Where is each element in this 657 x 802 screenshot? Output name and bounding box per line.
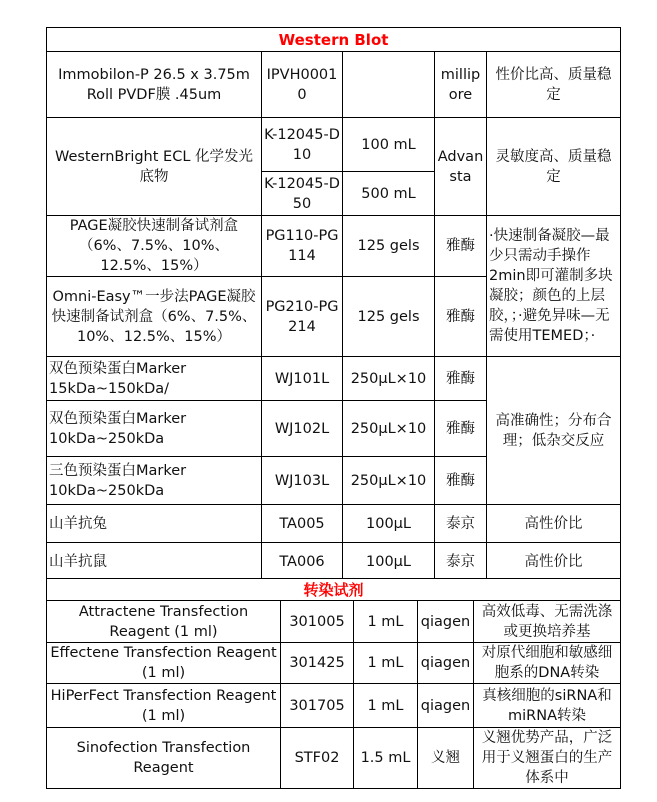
product-name: 山羊抗鼠 — [47, 543, 262, 581]
product-brand: qiagen — [418, 684, 474, 728]
section-title: Western Blot — [47, 28, 621, 52]
table-header-row — [47, 28, 621, 52]
product-feature: 对原代细胞和敏感细胞系的DNA转染 — [474, 643, 621, 684]
product-brand: qiagen — [418, 601, 474, 643]
product-spec: 1.5 mL — [354, 728, 418, 789]
table-row — [47, 684, 621, 728]
table-row — [47, 118, 621, 172]
transfection-table — [46, 578, 621, 789]
product-spec: 1 mL — [354, 643, 418, 684]
product-brand: 雅酶 — [435, 277, 487, 357]
product-name: Sinofection Transfection Reagent — [47, 728, 281, 789]
product-feature: ·快速制备凝胶—最少只需动手操作2min即可灌制多块凝胶；颜色的上层胶，；·避免异味—无需使用TEMED；· — [487, 216, 621, 357]
product-name: Omni-Easy™一步法PAGE凝胶快速制备试剂盒（6%、7.5%、10%、12.5%、15%） — [47, 277, 262, 357]
product-spec: 250μL×10 — [343, 401, 435, 457]
product-name: Effectene Transfection Reagent (1 ml) — [47, 643, 281, 684]
product-brand: 义翘 — [418, 728, 474, 789]
product-brand: 雅酶 — [435, 357, 487, 401]
product-spec: 1 mL — [354, 684, 418, 728]
product-name: 三色预染蛋白Marker 10kDa~250kDa — [47, 457, 262, 505]
product-feature: 灵敏度高、质量稳定 — [487, 118, 621, 216]
product-brand: 雅酶 — [435, 401, 487, 457]
product-name: WesternBright ECL 化学发光底物 — [47, 118, 262, 216]
product-spec: 250μL×10 — [343, 357, 435, 401]
product-code: PG210-PG214 — [262, 277, 343, 357]
product-spec: 500 mL — [343, 172, 435, 216]
product-brand: Advansta — [435, 118, 487, 216]
product-spec: 1 mL — [354, 601, 418, 643]
table-row — [47, 601, 621, 643]
product-brand: 雅酶 — [435, 216, 487, 277]
product-code: WJ102L — [262, 401, 343, 457]
product-spec: 100μL — [343, 505, 435, 543]
product-feature: 义翘优势产品，广泛用于义翘蛋白的生产体系中 — [474, 728, 621, 789]
product-code: WJ103L — [262, 457, 343, 505]
product-brand: millipore — [435, 52, 487, 118]
product-brand: 泰京 — [435, 505, 487, 543]
product-spec — [343, 52, 435, 118]
section-title: 转染试剂 — [47, 579, 621, 601]
product-name: 山羊抗兔 — [47, 505, 262, 543]
product-code: 301425 — [281, 643, 354, 684]
product-name: PAGE凝胶快速制备试剂盒（6%、7.5%、10%、12.5%、15%） — [47, 216, 262, 277]
product-spec: 100μL — [343, 543, 435, 581]
product-code: IPVH00010 — [262, 52, 343, 118]
product-feature: 高准确性；分布合理；低杂交反应 — [487, 357, 621, 505]
product-brand: qiagen — [418, 643, 474, 684]
product-code: TA005 — [262, 505, 343, 543]
product-name: 双色预染蛋白Marker 15kDa~150kDa/ — [47, 357, 262, 401]
product-name: 双色预染蛋白Marker 10kDa~250kDa — [47, 401, 262, 457]
product-feature: 高性价比 — [487, 543, 621, 581]
product-name: Attractene Transfection Reagent (1 ml) — [47, 601, 281, 643]
product-spec: 250μL×10 — [343, 457, 435, 505]
product-code: 301005 — [281, 601, 354, 643]
product-code: WJ101L — [262, 357, 343, 401]
table-row — [47, 216, 621, 277]
product-code: 301705 — [281, 684, 354, 728]
product-brand: 雅酶 — [435, 457, 487, 505]
product-feature: 高性价比 — [487, 505, 621, 543]
product-feature: 性价比高、质量稳定 — [487, 52, 621, 118]
table-row — [47, 357, 621, 401]
western-blot-table — [46, 27, 621, 581]
table-header-row — [47, 579, 621, 601]
table-row — [47, 728, 621, 789]
product-brand: 泰京 — [435, 543, 487, 581]
product-spec: 125 gels — [343, 277, 435, 357]
product-code: PG110-PG114 — [262, 216, 343, 277]
product-feature: 真核细胞的siRNA和miRNA转染 — [474, 684, 621, 728]
product-code: STF02 — [281, 728, 354, 789]
product-code: K-12045-D50 — [262, 172, 343, 216]
table-row — [47, 543, 621, 581]
product-spec: 125 gels — [343, 216, 435, 277]
product-code: TA006 — [262, 543, 343, 581]
table-row — [47, 505, 621, 543]
product-name: HiPerFect Transfection Reagent (1 ml) — [47, 684, 281, 728]
product-name: Immobilon-P 26.5 x 3.75m Roll PVDF膜 .45um — [47, 52, 262, 118]
product-feature: 高效低毒、无需洗涤或更换培养基 — [474, 601, 621, 643]
product-spec: 100 mL — [343, 118, 435, 172]
product-code: K-12045-D10 — [262, 118, 343, 172]
table-row — [47, 643, 621, 684]
table-row — [47, 52, 621, 118]
